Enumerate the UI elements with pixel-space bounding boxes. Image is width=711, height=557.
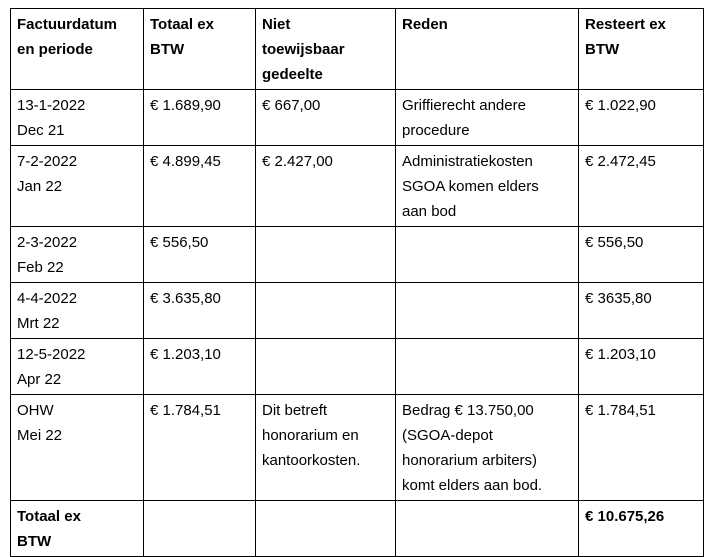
cell-reason: Griffierecht andere procedure xyxy=(396,90,579,146)
cell-reason xyxy=(396,283,579,339)
invoice-table xyxy=(10,8,704,557)
cell-unassigned xyxy=(256,501,396,557)
cell-reason: Bedrag € 13.750,00 (SGOA-depot honorarium arbiters) komt elders aan bod. xyxy=(396,395,579,501)
cell-unassigned: € 2.427,00 xyxy=(256,146,396,227)
total-label: Totaal ex BTW xyxy=(11,501,144,557)
cell-reason xyxy=(396,339,579,395)
total-row xyxy=(11,501,704,557)
header-reason: Reden xyxy=(396,9,579,90)
cell-total: € 1.784,51 xyxy=(144,395,256,501)
cell-invoice-date: 12-5-2022 Apr 22 xyxy=(11,339,144,395)
cell-remaining: € 556,50 xyxy=(579,227,704,283)
cell-invoice-date: 7-2-2022 Jan 22 xyxy=(11,146,144,227)
header-row xyxy=(11,9,704,90)
header-remaining-ex-vat: Resteert ex BTW xyxy=(579,9,704,90)
cell-remaining: € 1.784,51 xyxy=(579,395,704,501)
cell-invoice-date: 13-1-2022 Dec 21 xyxy=(11,90,144,146)
table-row xyxy=(11,339,704,395)
table-row xyxy=(11,283,704,339)
cell-reason xyxy=(396,501,579,557)
cell-total: € 3.635,80 xyxy=(144,283,256,339)
cell-unassigned xyxy=(256,227,396,283)
header-total-ex-vat: Totaal ex BTW xyxy=(144,9,256,90)
table-row xyxy=(11,227,704,283)
cell-remaining: € 1.203,10 xyxy=(579,339,704,395)
cell-total: € 1.203,10 xyxy=(144,339,256,395)
cell-unassigned xyxy=(256,339,396,395)
cell-total: € 4.899,45 xyxy=(144,146,256,227)
cell-unassigned: € 667,00 xyxy=(256,90,396,146)
cell-total: € 1.689,90 xyxy=(144,90,256,146)
cell-unassigned xyxy=(256,283,396,339)
header-invoice-date: Factuurdatum en periode xyxy=(11,9,144,90)
cell-invoice-date: 2-3-2022 Feb 22 xyxy=(11,227,144,283)
header-unassignable-part: Niet toewijsbaar gedeelte xyxy=(256,9,396,90)
cell-total: € 556,50 xyxy=(144,227,256,283)
cell-invoice-date: 4-4-2022 Mrt 22 xyxy=(11,283,144,339)
cell-remaining: € 2.472,45 xyxy=(579,146,704,227)
cell-reason: Administratiekosten SGOA komen elders aan bod xyxy=(396,146,579,227)
cell-reason xyxy=(396,227,579,283)
cell-total xyxy=(144,501,256,557)
total-remaining-value: € 10.675,26 xyxy=(579,501,704,557)
cell-remaining: € 3635,80 xyxy=(579,283,704,339)
cell-invoice-date: OHW Mei 22 xyxy=(11,395,144,501)
table-row xyxy=(11,146,704,227)
table-row xyxy=(11,395,704,501)
cell-remaining: € 1.022,90 xyxy=(579,90,704,146)
cell-unassigned: Dit betreft honorarium en kantoorkosten. xyxy=(256,395,396,501)
table-row xyxy=(11,90,704,146)
